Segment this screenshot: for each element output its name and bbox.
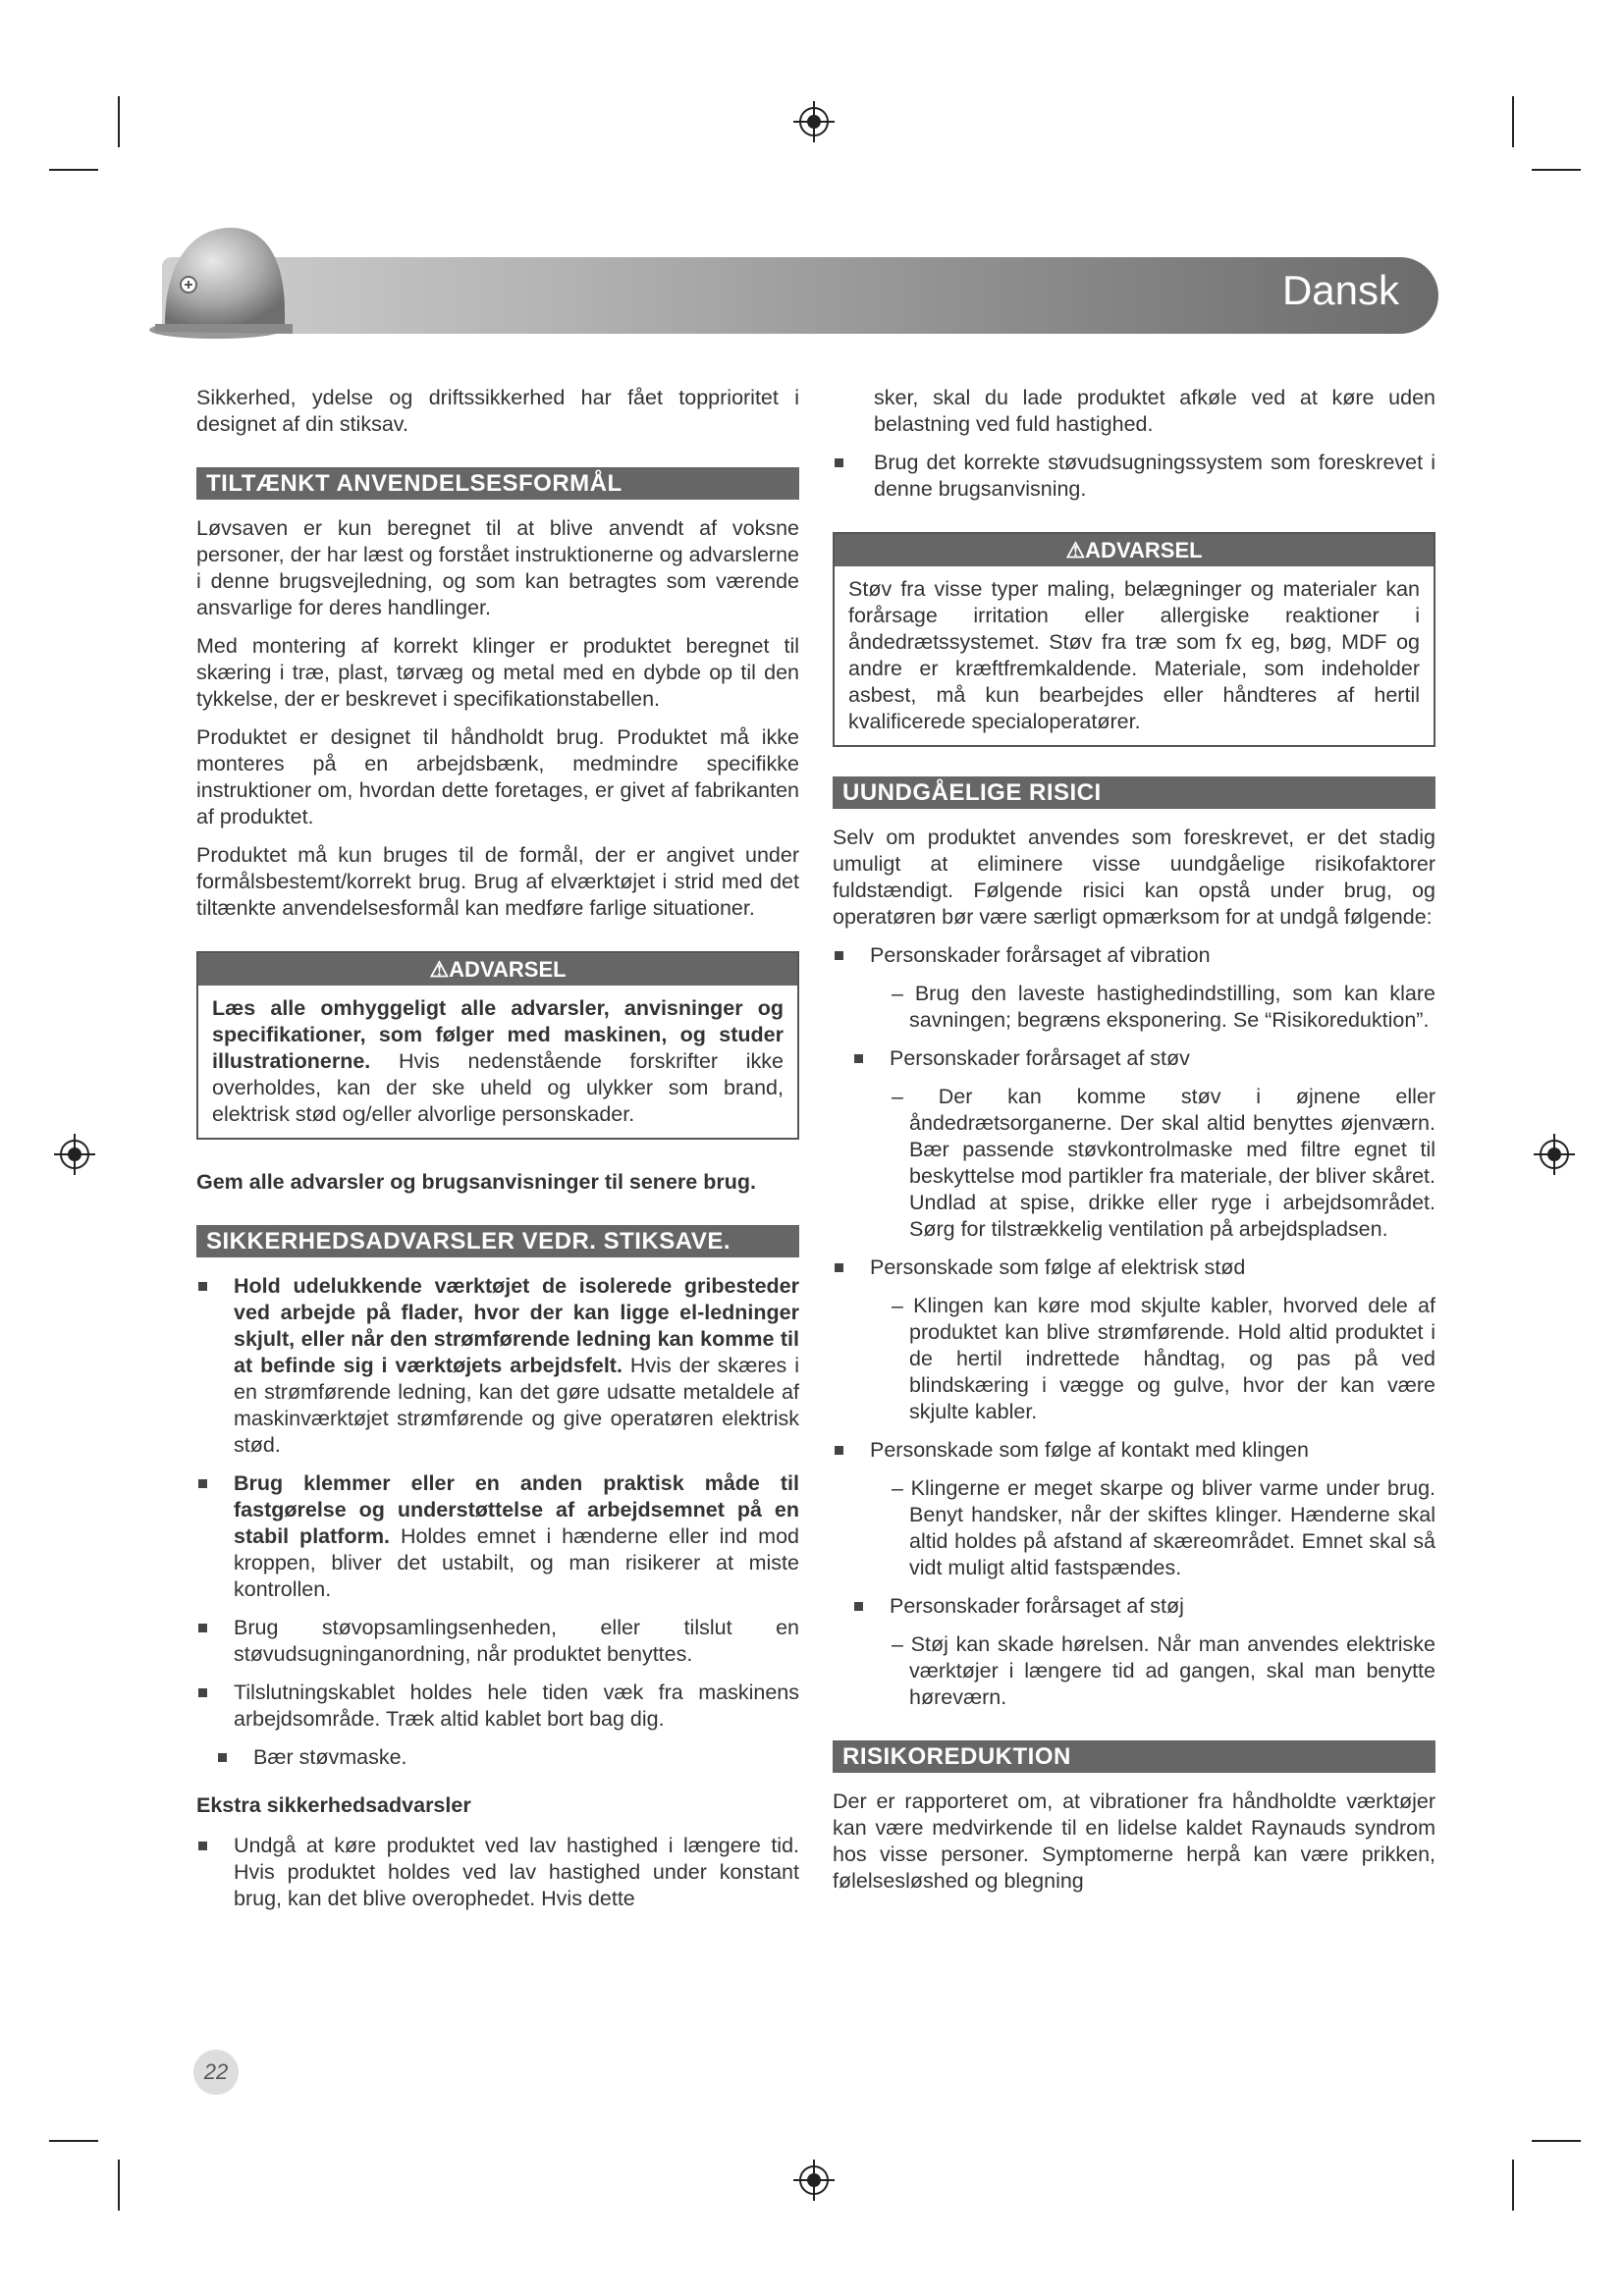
intro-paragraph: Sikkerhed, ydelse og driftssikkerhed har fået topprioritet i designet af din stiksav. [196, 386, 799, 436]
section-heading-safety-warnings: SIKKERHEDSADVARSLER VEDR. STIKSAVE. [196, 1225, 799, 1257]
list-item: Brug det korrekte støvudsugningssystem som foreskrevet i denne brugsanvisning. [833, 450, 1435, 503]
warning-title: ⚠ADVARSEL [198, 953, 797, 986]
list-item: Tilslutningskablet holdes hele tiden væk fra maskinens arbejdsområde. Træk altid kablet bort bag dig. [196, 1680, 799, 1733]
list-detail: – Klingen kan køre mod skjulte kabler, hvorved dele af produktet kan blive strømførende. Hold altid produktet i de hertil indrettede håndtag, og pas på ved blindskæring i vægge og gulve, hvor der kan være skjulte kabler. [892, 1294, 1435, 1423]
keep-instructions-note: Gem alle advarsler og brugsanvisninger til senere brug. [196, 1170, 756, 1194]
language-title: Dansk [1281, 267, 1399, 313]
list-item: Hold udelukkende værktøjet de isolerede gribesteder ved arbejde på flader, hvor der kan ligge el-ledninger skjult, eller når den strømførende ledning kan komme til at befinde sig i værktøjets arbejdsfelt. Hvis der skæres i en strømførende ledning, kan det gøre udsatte metaldele af maskinværktøjet strømførende og give operatøren elektrisk stød. [196, 1273, 799, 1459]
list-item: Brug støvopsamlingsenheden, eller tilslut en støvudsugninganordning, når produktet benyttes. [196, 1615, 799, 1668]
warning-text: Hvis nedenstående forskrifter ikke overholdes, kan der ske uheld og ulykker som brand, elektrisk stød og/eller alvorlige personskader. [212, 1049, 784, 1126]
paragraph: Selv om produktet anvendes som foreskrevet, er det stadig umuligt at eliminere visse uundgåelige risikofaktorer fuldstændigt. Følgende risici kan opstå under brug, og operatøren bør være særligt opmærksom for at undgå følgende: [833, 826, 1435, 929]
left-column [196, 385, 799, 1924]
registration-mark-icon [793, 2160, 835, 2201]
crop-mark [49, 169, 98, 171]
warning-triangle-icon: ⚠ [1065, 538, 1086, 562]
section-heading-risks: UUNDGÅELIGE RISICI [833, 776, 1435, 809]
paragraph: Produktet er designet til håndholdt brug. Produktet må ikke monteres på en arbejdsbænk, medmindre specifikke instruktioner om, hvordan dette foretages, er givet af fabrikanten af produktet. [196, 725, 799, 828]
crop-mark [118, 96, 120, 147]
crop-mark [118, 2160, 120, 2211]
warning-body: Støv fra visse typer maling, belægninger og materialer kan forårsage irritation eller allergiske reaktioner i åndedrætssystemet. Støv fra træ som fx eg, bøg, MDF og andre er kræftfremkaldende. Materiale, som indeholder asbest, må kun bearbejdes eller håndteres af hertil kvalificerede specialoperatører. [848, 577, 1420, 733]
warning-box [833, 532, 1435, 747]
crop-mark [1532, 2140, 1581, 2142]
paragraph: Der er rapporteret om, at vibrationer fra håndholdte værktøjer kan være medvirkende til en lidelse kaldet Raynauds syndrom hos visse personer. Symptomerne herpå kan være prikken, følelsesløshed og blegning [833, 1789, 1435, 1893]
crop-mark [1512, 2160, 1514, 2211]
right-column [833, 385, 1435, 1906]
crop-mark [49, 2140, 98, 2142]
section-heading-risk-reduction: RISIKOREDUKTION [833, 1740, 1435, 1773]
list-item: Brug klemmer eller en anden praktisk måde til fastgørelse og understøttelse af arbejdsemnet på en stabil platform. Holdes emnet i hænderne eller ind mod kroppen, bliver det ustabilt, og man risikerer at miste kontrollen. [196, 1470, 799, 1603]
continued-paragraph: sker, skal du lade produktet afkøle ved at køre uden belastning ved fuld hastighed. [874, 386, 1435, 436]
header-banner [162, 257, 1438, 334]
list-detail: – Klingerne er meget skarpe og bliver varme under brug. Benyt handsker, når der skiftes klinger. Hænderne skal altid holdes på afstand af skæreområdet. Emnet skal så vidt muligt altid fastspændes. [892, 1476, 1435, 1579]
list-item: Personskader forårsaget af støj [833, 1593, 1435, 1620]
list-item: Personskade som følge af elektrisk stød [833, 1255, 1435, 1281]
list-detail: – Støj kan skade hørelsen. Når man anvendes elektriske værktøjer i længere tid ad gangen, skal man benytte høreværn. [892, 1632, 1435, 1709]
warning-body [198, 986, 797, 1138]
paragraph: Produktet må kun bruges til de formål, der er angivet under formålsbestemt/korrekt brug. Brug af elværktøjet i strid med det tiltænkte anvendelsesformål kan medføre farlige situationer. [196, 843, 799, 920]
list-item: Personskader forårsaget af vibration [833, 942, 1435, 969]
registration-mark-icon [793, 101, 835, 142]
paragraph: Løvsaven er kun beregnet til at blive anvendt af voksne personer, der har læst og forstået instruktionerne og advarslerne i denne brugsvejledning, og som kan betragtes som værende ansvarlige for deres handlinger. [196, 516, 799, 619]
safety-helmet-icon [147, 214, 295, 342]
paragraph: Med montering af korrekt klinger er produktet beregnet til skæring i træ, plast, tørvæg og metal med en dybde op til den tykkelse, der er beskrevet i specifikationstabellen. [196, 634, 799, 711]
list-detail: – Brug den laveste hastighedindstilling, som kan klare savningen; begræns eksponering. Se “Risikoreduktion”. [892, 982, 1435, 1032]
warning-triangle-icon: ⚠ [429, 957, 450, 982]
registration-mark-icon [54, 1134, 95, 1175]
crop-mark [1512, 96, 1514, 147]
registration-mark-icon [1534, 1134, 1575, 1175]
list-item: Personskader forårsaget af støv [833, 1045, 1435, 1072]
list-item: Personskade som følge af kontakt med klingen [833, 1437, 1435, 1464]
section-heading-intended-use: TILTÆNKT ANVENDELSESFORMÅL [196, 467, 799, 500]
list-item: Undgå at køre produktet ved lav hastighed i længere tid. Hvis produktet holdes ved lav hastighed under konstant brug, kan det blive overophedet. Hvis dette [196, 1833, 799, 1912]
page-number: 22 [193, 2050, 239, 2095]
list-detail: – Der kan komme støv i øjnene eller åndedrætsorganerne. Der skal altid benyttes øjenværn. Bær passende støvkontrolmaske med filtre egnet til beskyttelse mod partikler fra materiale, der bliver skåret. Undlad at spise, drikke eller ryge i arbejdsområdet. Sørg for tilstrækkelig ventilation på arbejdspladsen. [892, 1085, 1435, 1241]
crop-mark [1532, 169, 1581, 171]
warning-box [196, 951, 799, 1140]
warning-title: ⚠ADVARSEL [835, 534, 1434, 566]
list-item: Bær støvmaske. [196, 1744, 799, 1771]
warning-bold-text: Læs alle omhyggeligt alle advarsler, anvisninger og specifikationer, som følger med maskinen, og studer illustrationerne. [212, 996, 784, 1073]
subheading-extra-warnings: Ekstra sikkerhedsadvarsler [196, 1793, 471, 1817]
